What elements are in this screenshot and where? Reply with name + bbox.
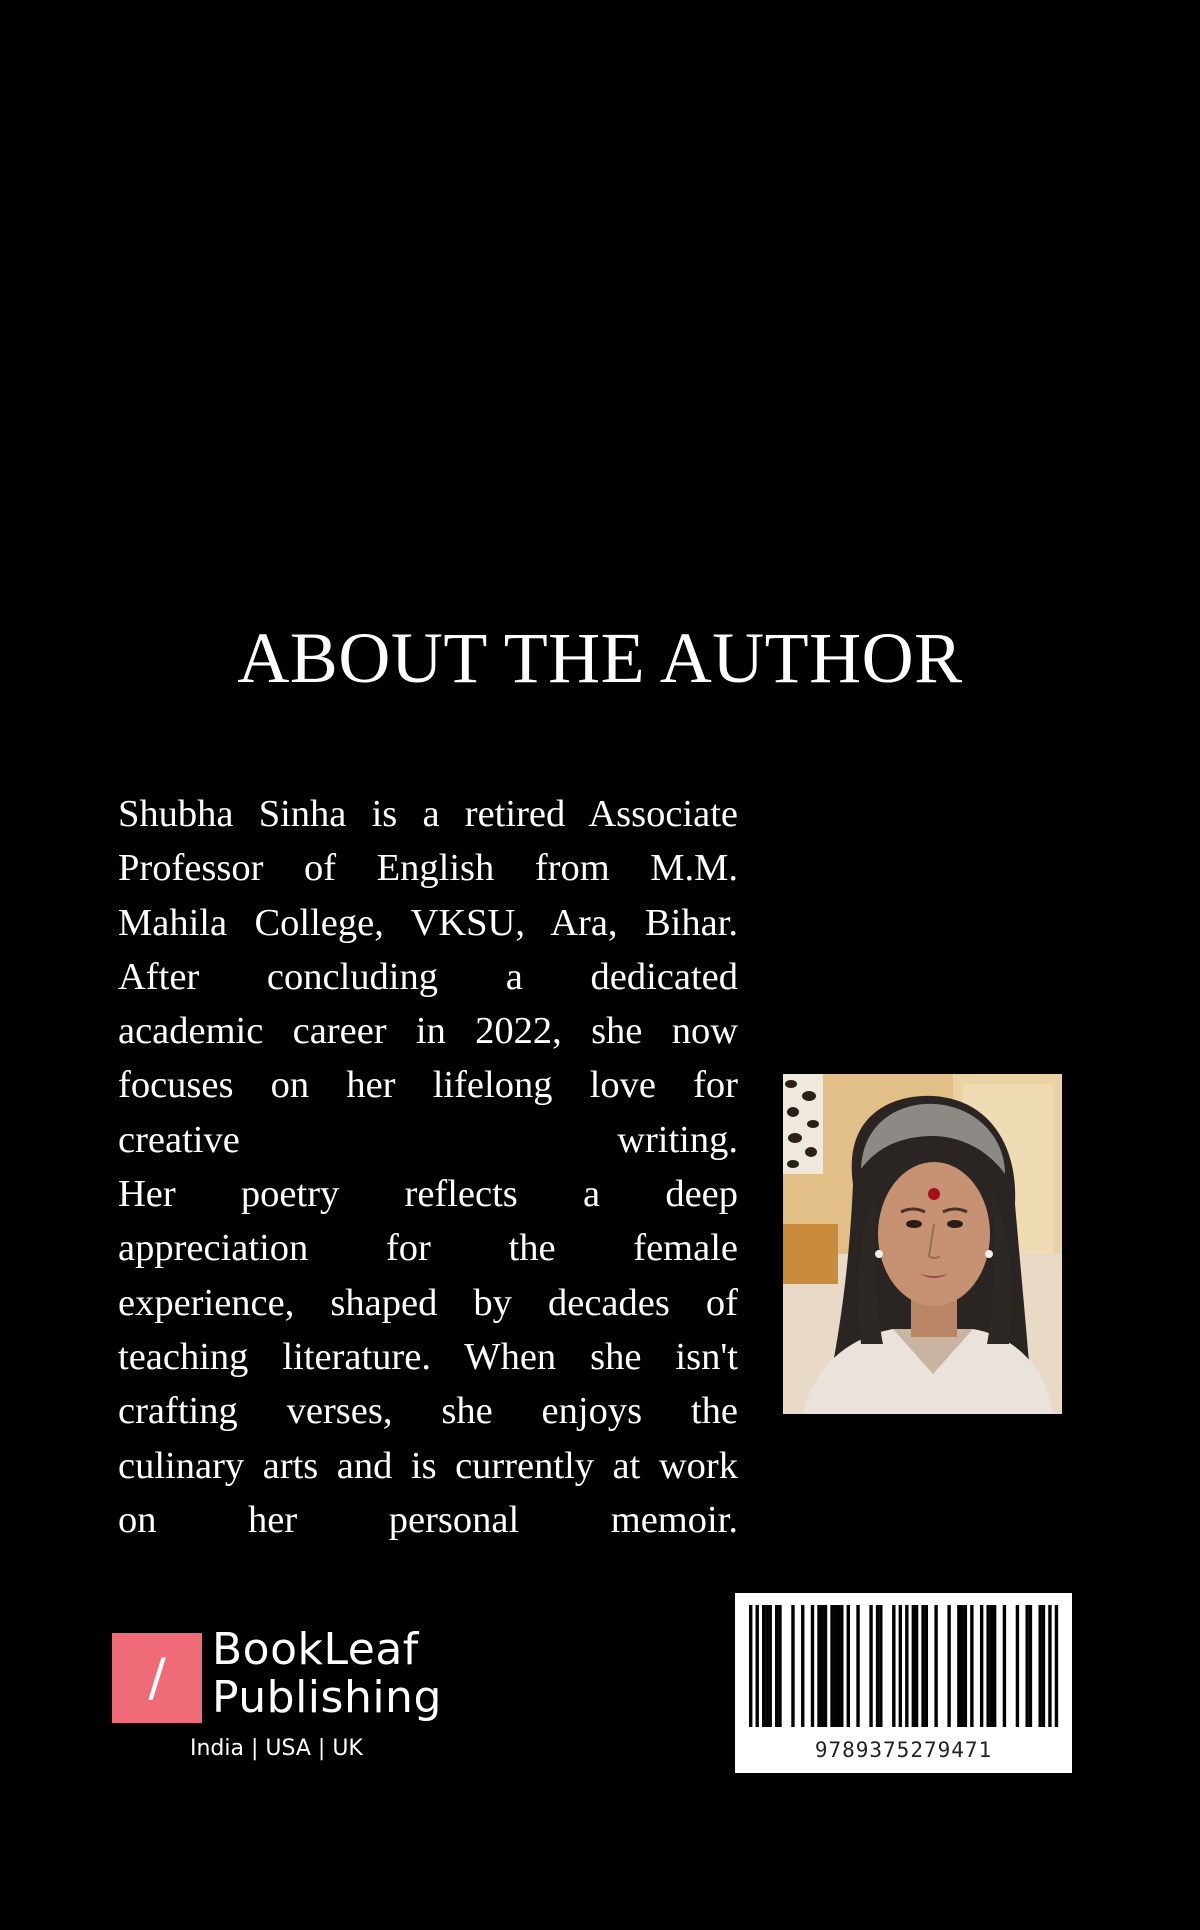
bio-line: culinary arts and is currently at work <box>118 1444 738 1487</box>
bio-line: teaching literature. When she isn't <box>118 1335 738 1378</box>
barcode-bar <box>899 1605 902 1727</box>
publisher-mark <box>112 1633 202 1723</box>
author-portrait-icon <box>783 1074 1062 1414</box>
barcode-bar <box>791 1605 794 1727</box>
barcode-bar <box>934 1605 937 1727</box>
barcode-bar <box>811 1605 814 1727</box>
barcode-bar <box>1003 1605 1006 1727</box>
barcode-bar <box>1038 1605 1041 1727</box>
publisher-logo <box>112 1626 452 1766</box>
barcode-bar <box>964 1605 967 1727</box>
barcode-bar <box>921 1605 924 1727</box>
barcode-bars-icon <box>735 1593 1072 1737</box>
barcode-bar <box>765 1605 768 1727</box>
author-photo <box>783 1074 1062 1414</box>
barcode-bar <box>912 1605 915 1727</box>
barcode-bar <box>856 1605 859 1727</box>
author-bio <box>118 787 738 1547</box>
barcode-bar <box>990 1605 993 1727</box>
barcode-bar <box>915 1605 918 1727</box>
barcode-bar <box>892 1605 895 1727</box>
barcode-bar <box>830 1605 833 1727</box>
barcode-bar <box>824 1605 827 1727</box>
bio-line: Her poetry reflects a deep <box>118 1173 738 1216</box>
publisher-name-line1: BookLeaf <box>212 1624 419 1675</box>
barcode-bar <box>762 1605 765 1727</box>
barcode-bar <box>778 1605 781 1727</box>
barcode-bar <box>905 1605 908 1727</box>
bio-line: Shubha Sinha is a retired Associate <box>118 793 738 835</box>
barcode-bar <box>960 1605 963 1727</box>
barcode-bar <box>876 1605 879 1727</box>
barcode-bar <box>925 1605 928 1727</box>
barcode-bar <box>837 1605 840 1727</box>
bio-line: creative writing. <box>118 1118 738 1161</box>
bio-line: Mahila College, VKSU, Ara, Bihar. <box>118 901 738 944</box>
bio-line: Professor of English from M.M. <box>118 847 738 890</box>
barcode-bar <box>749 1605 752 1727</box>
barcode-bar <box>970 1605 973 1727</box>
barcode-bar <box>756 1605 759 1727</box>
barcode-bar <box>869 1605 872 1727</box>
barcode-bar <box>1048 1605 1051 1727</box>
barcode-bar <box>775 1605 778 1727</box>
barcode-bar <box>834 1605 837 1727</box>
barcode-bar <box>993 1605 996 1727</box>
barcode-bar <box>801 1605 804 1727</box>
slash-icon: / <box>148 1648 166 1708</box>
bio-line: experience, shaped by decades of <box>118 1281 738 1324</box>
bio-line: crafting verses, she enjoys the <box>118 1390 738 1433</box>
barcode-bar <box>821 1605 824 1727</box>
publisher-name <box>212 1626 442 1722</box>
barcode-bar <box>1025 1605 1028 1727</box>
bio-line: appreciation for the female <box>118 1227 738 1270</box>
barcode-bar <box>1016 1605 1019 1727</box>
bio-line: academic career in 2022, she now <box>118 1010 738 1053</box>
barcode-bar <box>986 1605 989 1727</box>
barcode-bar <box>1042 1605 1045 1727</box>
publisher-regions: India | USA | UK <box>190 1736 363 1761</box>
barcode-bar <box>847 1605 850 1727</box>
barcode-bar <box>840 1605 843 1727</box>
publisher-name-line2: Publishing <box>212 1672 442 1723</box>
isbn-barcode <box>735 1593 1072 1773</box>
isbn-number: 9789375279471 <box>814 1738 993 1762</box>
about-the-author-heading: ABOUT THE AUTHOR <box>237 618 963 698</box>
barcode-bar <box>947 1605 950 1727</box>
barcode-bar <box>879 1605 882 1727</box>
barcode-bar <box>980 1605 983 1727</box>
barcode-bar <box>769 1605 772 1727</box>
barcode-bar <box>1055 1605 1058 1727</box>
barcode-bar <box>957 1605 960 1727</box>
bio-line: on her personal memoir. <box>118 1498 738 1541</box>
barcode-bar <box>817 1605 820 1727</box>
bio-line: focuses on her lifelong love for <box>118 1064 738 1107</box>
barcode-bar <box>1029 1605 1032 1727</box>
bio-line: After concluding a dedicated <box>118 955 738 998</box>
